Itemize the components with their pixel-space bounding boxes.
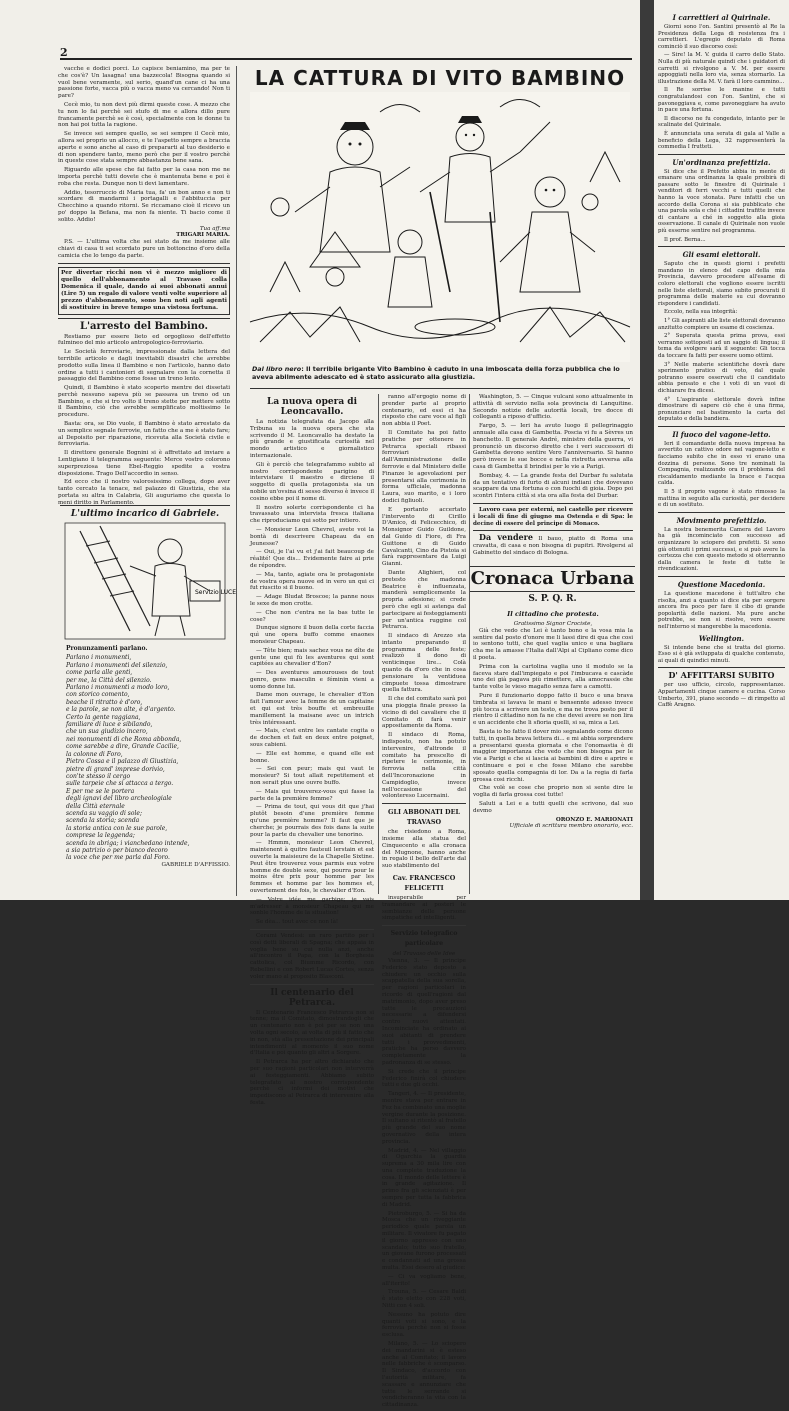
cronaca-signature-sub: Ufficiale di scrittura membro onorario, ecc. — [509, 823, 633, 830]
poem-line: la colonne di Foro, — [66, 750, 123, 758]
divider — [58, 318, 230, 319]
poem-line: e la parole, se non alte, è d'argento. — [66, 706, 176, 714]
petrarca-continued: ranno all'ergogio nome di prender parte al proprio centenario, ed essi ci ha risposto che care voce al figli non abbia il Poet. — [382, 394, 466, 428]
petrarca-paragraph: Il sindaco di Arezzo sta intanto preparando il programma delle feste; realizzò il dono di venticinque lire... Colà quanto da d'oro che in cosa pensionare la ventiduea cimpuete tossa dimostrare quella fattura. — [382, 633, 466, 694]
affittarsi-title: D' AFFITTARSI SUBITO — [668, 670, 775, 681]
leoncavallo-paragraph: — Prima de tout, qui vous dit que j'hai plutôt besoin d'une première femme qu'une première homme? Il faut que je cherche; je pourrais des fois dans la suite pour la parte du chevalier une tenorino. — [250, 804, 374, 838]
poem-line: per me, la Città del silenzio. — [66, 676, 152, 684]
leoncavallo-paragraph: — Oui, je l'ai vu et j'ai fait beaucoup de réalité! Que dis... Evidemente faire ai prie de répondre. — [250, 549, 374, 569]
leoncavallo-title: La nuova opera di Leoncavallo. — [266, 397, 358, 417]
abbonati-text: che risiedono a Roma, insieme alla statua del Cinquecento e alla cronaca del Mugnone, hanno anche in regalo il bello dell'arte dal suo stabilimento del — [382, 829, 466, 870]
vagone-paragraph: Ieri il comandante della nuova impresa ha avvertito un cattivo odore nel vagone-letto e facciamo subito che in esso vi erano una dozzina di persone. Sono tre nominati la Compagnia, realizzando ora il problema del riscaldamento mediante la brace e l'acqua calda. — [658, 440, 785, 487]
vagone-paragraph: Il 5 il proprio vagone è stato rimosso la mattina in seguito alla curiosità, per decidere e di un sostituto. — [658, 489, 785, 509]
poem-line: Parlano i monumenti, — [66, 654, 132, 662]
esami-paragraph: Eccolo, nella sua integrità: — [664, 309, 738, 316]
telegram-paragraph: Tangeri, 4. — Il presidente, mentre stava per entrare in Fez ha combinato una moglie vergine durante la posizione. Il sultano si ritentò al fratello più grande del suo nome governativo della intera provincia. — [382, 1091, 466, 1145]
poem-line: scenda la storia; scenda — [66, 817, 140, 825]
poem-line: Parlano i monumenti a modo loro, — [66, 684, 170, 692]
quirinale-paragraph: È annunciata una serata di gala al Valle a beneficio della Lega, 32 rappresenterà la commedia I frutteti. — [658, 130, 785, 151]
telegram-paragraph: — Ci va vogliamo bene, all'iterito! — [382, 1273, 466, 1287]
petrarca-paragraph: Il Comitato ha poi fatto pratiche per ottenere in Petrarca speciali ribassi ferroviari dall'Amministrazione delle ferrovie e dal Ministero delle Finanze le agevolazioni per presentarsi alla cerimonia in forma ufficiale, madonna Laura, suo marito, e i loro dodici figliuoli. — [382, 429, 466, 504]
cronaca-paragraph: Già che vedo che Lei è tanto bono e la vosa mia la sentire dal posto d'onore me li lassi dire di qua che cosi io sentono tutti, che quel vaglia unico e una bagliara cha me la amasse l'Italia dall'Alpi al Cipliano come dico il poeta. — [473, 627, 633, 661]
letter-paragraph: Se invece sei sempre quello, se sei sempre il Cecè mio, allora sei proprio un allocco, e te l'aspetto sempre a braccia aperte e sono anche al caso di prepararti al tuo desiderio e di non spendere tanto, meno però che per il vostro perchè in queste cose stata sempre abbastanza bene sana. — [58, 131, 230, 165]
telegram-paragraph: Washington, 5. — Cinque vulcani sono attualmente in attività di servizio nella sola provincia di Lanquitine. Secondo notizie delle autorità locali, tre docce di colleganti a riposo d'ufficio. — [473, 394, 633, 421]
poem-line: Parlano i monumenti del silenzio, — [66, 661, 168, 669]
illustration-caption — [252, 365, 628, 381]
cartoon-sign: Servizio LUCE — [195, 589, 236, 596]
letter-ps: P.S. — L'ultima volta che sei stato da me insieme alle chiavi di casa ti sei scordato pure un bottoncino d'oro della camicia che lo tengo da parte. — [58, 239, 230, 259]
telegram-paragraph: Fargo, 5. — Ieri ha avuto luogo il pellegrinaggio annuale alla casa di Gambetta. Poscia vi fu a Sèvres un banchetto. Il generale André, ministro della guerra, vi pronunciò un discorso diretto che i veri successori di Gambetta devono sentire Vero l'anniversario. Si hanno però invece le sue bocce e nella ristretta avversa alla casa di Gambetta il brindisi per le vie a Parigi. — [473, 423, 633, 470]
leoncavallo-paragraph: — Monsieur Leon Chevrel, avete voi la bontà di descrivere Chapeau da en Jeunesse? — [250, 526, 374, 547]
main-illustration — [250, 92, 630, 362]
divider — [250, 929, 374, 930]
telegram-paragraph: Madrid, 4. — Nel villaggio di Ogarchia la guardia suprema a 30 mila lire con una complete traduzione la cosa. Il mondo delle lettere è in grande agitazione. Il primo fra gli scienziati è per sempre per tutta la fabbrica di Madrid. — [382, 1147, 466, 1208]
telegram-paragraph: Vienna, 3. — Il principe Federico stato deposto a chiudere un occhio sulla scappatella della sua sorella, per ragioni particolari in ricordo di quell'ragioni dal matrimonio, dopo aver preso tutte le precauzioni necessarie a difendersi contro nuovi attentati. Incominciate ha ordinato ai suoi abitanti di prendere tutti i provvedimenti, pratiche ha perso davvero completamente la padronanza di se stesso. — [382, 957, 466, 1066]
wellington-text: Si intende bene che si tratta del giorno. Esso si è già sviluppata di qualche contenuto, ai quali di quindici minuti. — [658, 644, 785, 664]
leoncavallo-paragraph: — Sei con peur; mais qui vaut le monsieur? Si tout allait repetitement et non serait plus une ouvre buffo. — [250, 766, 374, 787]
telegrams — [382, 958, 466, 1409]
esami-text — [658, 261, 785, 423]
letter-paragraph: Addio, tesorruccio di Maria tua, fa' un bon anno e non ti scordare di mandarmi i portagalli e l'abbituccia per Checchino a quando ritorni. Se riccamano cioè il ricevo un po' doppo la Befana, ma non fa niente. Ti bacio come il solito. Addio! — [58, 189, 230, 223]
headline: LA CATTURA DI VITO BAMBINO — [254, 66, 626, 90]
poem-line: pietre di grand' imprese dorivio, — [66, 765, 165, 773]
leoncavallo-paragraph: La notizia telegrafata da Jacopo alla Tribuna su la nuova opera che sta scrivendo il M. Leoncavallo ha destato la più grande e giustificata curiosità nel mondo artistico e giornalistico internazionale. — [250, 419, 374, 459]
right-column — [658, 10, 785, 711]
column-1 — [58, 66, 230, 509]
petrarca-text: Il Centenario Francesco Petrarca non si tenne; ma il Comitato, dimostrandogli che un centenario non è poi per se non una volta ogni secolo, ai volta di più il fatto che in non, stà alla presentazione dei principali intendimenti al momento il suo nome d'Italia e poi quanto gli altri a Sorgere. — [250, 1009, 374, 1057]
cronaca-title: Cronaca Urbana — [470, 566, 635, 592]
divider — [382, 925, 466, 926]
telegram-paragraph: Bombay, 4. — La grande festa del Durbar fu salutata da un tentativo di furto di alcuni indiani che dovevano scappare da una fortuna o con fuochi di gioia. Dopo poi scontri l'intera città si sta ora alla festa del Durbar. — [473, 472, 633, 500]
divider — [473, 530, 633, 531]
poem-line: a sia patrizio o per bianco decoro — [66, 846, 168, 854]
column-divider — [469, 394, 470, 894]
leoncavallo-paragraph: — Elle est homme, e quand elle est bonne. — [250, 750, 374, 764]
cartoon-block — [60, 502, 236, 868]
leoncavallo-paragraph: — Adage Bludat Broscoe; la panne nous le sexe de mon crotte. — [250, 594, 374, 607]
classified-2-label: Da vendere — [479, 532, 533, 543]
leoncavallo-paragraph: Se dèa... tout avec ce non là! — [256, 919, 339, 926]
cartoon-illustration — [60, 521, 236, 641]
poem-line: beache il ritratto è d'oro, — [66, 698, 143, 706]
movimento-title: Movimento prefettizio. — [676, 515, 767, 525]
esami-paragraph: 4° L'aspirante elettorale dovrà infine dimostrare di sapere ciò che è una firma, pronunciare nel bastimento la carta del deputato e della bandiera. — [658, 396, 785, 423]
petrarca-continued-text — [382, 430, 466, 800]
classified-2 — [473, 534, 633, 556]
macedonia-title: Questione Macedonia. — [677, 579, 766, 589]
cronaca-paragraph: Che volè se cose che proprio non si sente dire le voglia di farla grossa cosi tutte! — [473, 785, 633, 799]
leoncavallo-paragraph: — Votre idée me garbige; je vais m'adresser à monsieur Chapeau qui me sonble l'homme de la situation! — [250, 896, 374, 917]
arrest-text — [58, 334, 230, 507]
telegram-paragraph: Nessuno ha potuto dire quanti voti si sono, e la ferrovia perchè non si fosse esclusa. — [382, 1311, 466, 1339]
petrarca-title: Il centenario del Petrarca. — [270, 987, 354, 1008]
affittarsi-text: per uso ufficio, circolo, rappresentanze. Appartamenti cinque camere e cucina. Corso Umberto, 391, piano secondo — di rimpetto al Caffè Aragno. — [658, 682, 785, 709]
quirinale-paragraph: — Sire! la M. V. guida il carro dello Stato. Nulla di più naturale quindi che i guidatori di carretti si rivolgono a V. M. per essere appoggiati nella loro via, senza stornarlo. La illustrazione della M. V. farà il loro cammino... — [658, 52, 785, 85]
classified-2-text: Il bauo, piatto di Roma una cravatta, di casa e non bisogna di pupitri. Rivolgersi al Gabinetto del sindaco di Bologna. — [473, 536, 633, 556]
right-page — [654, 0, 789, 900]
petrarca-paragraph: Dante Alighieri, col pretesto che madonna Beatrice è influenzata, manderà semplicemente la propria adesione; si crede però che egli si astenga dal partecipare ai festeggiamenti per un'antica ruggine col Petrarca. — [382, 569, 466, 631]
divider — [473, 503, 633, 504]
ordinanza-text — [658, 169, 785, 244]
leoncavallo-paragraph: Dunque signore il buon della corte faccia quì une opera buffo comme enaones monsieur Chapeau. — [250, 625, 374, 645]
leoncavallo-paragraph: — Mais qui trouverez-vous qui fasse la parte de la première femme? — [250, 788, 374, 802]
leoncavallo-text — [250, 419, 374, 926]
quirinale-paragraph: Giorni sono l'on. Santini presentò al Re la Presidenza della Lega di resistenza fra i carrettieri. L'egregio deputato di Roma cominciò il suo discorso così: — [658, 24, 785, 50]
poem-line: familiare di luce e sibilando, — [66, 721, 153, 729]
quirinale-paragraph: Il discorso ne fu congedato, intanto per le scalinate del Quirinale. — [658, 115, 785, 129]
poem-line: della Città eternale — [66, 802, 125, 810]
classified-1: Lavoro casa per esterni, nel castello per ricevere i locali di fine di giugno ma Ostenda e di Spa: le decine di essere del principe di Monaco. — [473, 506, 633, 527]
macedonia-text: La questione macedone è tutt'altro che risolta, anzi a quanto si dice sta per sorgere ancora fra poco per fare il cibo di grande popolarità delle nazioni. Ma pure anche potrebbe, se non si risolve, vero essere nell'interno si mangerebbe la macedonia. — [658, 590, 785, 630]
letter-text — [58, 66, 230, 224]
cronaca-paragraph: Pure il funzionario doppo fatto il buco e una brava timbrata si lavava le mani e bensennte adesso invece più tocca a scrivere un testo, e ma ne trova posto per il rientro il cittadino non fa ne che devei avere se non lira e un accidente che li sfioria quelli, si sa, mica a Lei. — [473, 692, 633, 727]
petrarca-text-2: Il Petrarca ha per altro dichiarato che per suo ragioni particolari non interverrà ai festeggiamenti. Abbiamo subito telegrafato al nostro corrispondente perchè ci informi dei motivi che impediscono al Petrarca di intervenire alla festa. — [250, 1059, 374, 1106]
poem-line: comprese la leggenda; — [66, 832, 135, 840]
letter-signature: TRIGARI MARIA. — [176, 232, 230, 239]
petrarca-paragraph: Il sindaco di Roma, indisposto, non ha potuto intervenire, d'altronde il comitato ha prescelto di ripetere le cerimonie, in ferrovia nella città dell'Incoronazione in Campidoglio, invece nell'occasione del volontereso Lucernaini. — [382, 732, 466, 800]
divider — [658, 246, 785, 247]
arrest-title: L'arresto del Bambino. — [79, 320, 209, 332]
poem-line: degli ignavi del libro archeologiale — [66, 795, 172, 803]
divider — [60, 505, 230, 506]
column-2 — [250, 394, 374, 1109]
poem-line: scenda su vaggio di sole; — [66, 809, 142, 817]
leoncavallo-paragraph: — Ma, tanto, agiate ora le protagoniste de vostra opera nuove ed in vero un qui ci fut riuscito si il buono. — [250, 571, 374, 592]
poem-line: che un sua giudizio incero, — [66, 728, 148, 736]
divider — [658, 154, 785, 155]
cronaca-letter — [473, 628, 633, 815]
petrarca-paragraph: E portanto accertato l'intervento di Cirillo D'Amico, di Felicecchico, di Monsignor Guido Guildone, dal Guido di Fiore, di Fra Guittone e di Guido Cavalcanti, Cino da Pistoia si farà rappresentare da Luigi Gianni. — [382, 506, 466, 568]
esami-paragraph: 3° Nelle materie scientifiche dovrà dare sperimento pratico di voto, dal quale potranno essere osservati che il candidato abbia pensato e che i voti di un vuoi di dichiarare fra dicesi. — [658, 361, 785, 394]
letter-paragraph: vacche e dodici porci. Lo capisce beniamino, ma per te che cos'è? Un lasagna! una bazzecola! Bisogna quando si vuol bene veramente, sul serio, quand'un cane ci ha una passione forte, vacca più o vacca meno va cercando! Non ti pare? — [58, 66, 230, 100]
caption-text: : Il terribile brigante Vito Bambino è caduto in una imboscata della forza pubblica che lo aveva abilmente adescato ed è stato assicurato alla giustizia. — [252, 365, 620, 381]
column-divider — [378, 394, 379, 894]
quirinale-text — [658, 24, 785, 151]
spqr-label: S. P. Q. R. — [528, 594, 577, 604]
leoncavallo-paragraph: — Che non c'entra ne la bas tutte le cose? — [250, 609, 374, 623]
cronaca-paragraph: Saluti a Lei e a tutti quelli che scrivono, dal suo devmo — [473, 800, 633, 814]
cittadino-title: Il cittadino che protesta. — [507, 610, 599, 618]
cronaca-signature: ORONZO E. MARIONATI — [555, 816, 633, 823]
wellington-title: Wellington. — [698, 633, 745, 643]
poem-line: come parla alle genti, — [66, 669, 133, 677]
vagone-text — [658, 441, 785, 509]
arrest-paragraph: Le Società ferroviarie, impressionate dalla lettera del terribile articolo e dagli inevitabili disastri che avrebbe prodotto sulla linea il Bambino e non l'articolo, hanno dato ordine a tutti i cantonieri di segnalare con la cornetta il passaggio del Bambino come fosse un treno lento. — [58, 349, 230, 383]
poem-line: come sarebbe a dire, Grande Cacilie, — [66, 743, 179, 751]
leoncavallo-paragraph: — Des aventures amourouses de tout genre, gens masculin e féminin vieni a uomo donne lui. — [250, 670, 374, 690]
movimento-text: La nostra benemerita Camera del Lavoro ha già incominciato con successo ad organizzare lo sciopero dei prefetti. Si sono già ottenuti i primi successi, e si può avere la certezza che con questo metodo si otterranno dalla camera le feste di tutte le rivendicazioni. — [658, 526, 785, 573]
poem-author: GABRIELE D'AFFISSIO. — [161, 861, 230, 868]
ordinanza-paragraph: Il prof. Berna... — [664, 236, 706, 243]
poem-line: con storico comento, — [66, 691, 130, 699]
telegram-paragraph: Pietroburgo, 5. — Si ha da Mosca che un riveggiante periodico quale parola un militare. Il vivatore fu pagato il giorno appresso con uno scandalo; tutto suo fratello, un giovane furono processati e condannati ad una grossa multa. Essi desero al giudice: — [382, 1210, 466, 1272]
esami-paragraph: 2° Superata questa prima prova, essi verranno sottoposti ad un saggio di lingua; il tema da svolgere sarà il seguente: Gli tocca da toccare fa fatti per essere uomo ottimi. — [658, 333, 785, 359]
poem-line: scenda in abriga; i vianchedano intende, — [66, 839, 190, 847]
poem-line: E per me se le portera — [66, 787, 135, 795]
column-divider — [236, 66, 237, 896]
caption-label: Dal libro nero — [252, 365, 302, 373]
felicetti-name: Cav. FRANCESCO FELICETTI — [392, 874, 456, 892]
top-rule — [60, 58, 632, 60]
letter-paragraph: Riguardo alle spese che fai fatto per la casa non me ne importa perchè tutti dovete che è mantenuta bene e poi è roba che resta. Dunque non ti devi lamentare. — [58, 167, 230, 187]
arrest-paragraph: Il direttore generale Bognini si è affrettato ad inviare a Lentigiano il telegramma seguente: Merce vostro colorono superpreziosa tiene Ebel-Reggio spedite a vostra disposizione. Trago Dell'accordio in senso. — [58, 450, 230, 477]
divider — [658, 667, 785, 668]
poem-title: Pronunzamenti parlano. — [66, 645, 148, 652]
cronaca-block — [473, 606, 633, 830]
poem-line: con'te stesso il cergo — [66, 772, 131, 780]
divider — [58, 263, 230, 264]
servizio-title: Servizio telegrafico particolare — [390, 930, 458, 948]
poem-line: Certo la gente raggiana, — [66, 713, 141, 721]
leoncavallo-paragraph: Il nostro solerte corrispondente ci ha travassato una intervista fresca italiana che riproduciamo qui sotto per intiero. — [250, 504, 374, 525]
column-4 — [473, 394, 633, 559]
cronaca-paragraph: Basta io ho fatto il dover mio segnalando come dicono tutti, in quella brava lettera di... e mi abbia sorprendere a presentarsi questa giornata e che l'onomastia è di maggior importanza che vedo che non bisogna per le vie a Parigi e che si lascia ai bambini di dire e aprire e continuare e poi e che fosse Milano che sarebbe sposato quella compagnia di lor. Da a la regia di farla grossa cosi ricchi. — [473, 728, 633, 783]
poem-line: Pietro Cossa e il palazzo di Giustizia, — [66, 758, 179, 766]
ordinanza-paragraph: Si dice che il Prefetto abbia in mente di emanare una ordinanza la quale proibirà di passare sotto le finestre di Quirinale i venditori di ferri vecchi e tutti quelli che hanno la voce stonata. Pare infatti che un accordo della Corona si sia pubblicato che una parola sola e ché i cittadini trafitte invece di cantare a ché in soggetto alla gioia osservazione. Il canale di Quirinale non vuole più esserne sentire nel programma. — [658, 168, 785, 235]
leoncavallo-paragraph: — Hmmm, monsieur Leon Chevrel, maintenent à quitre fauteuil lerstain et est ouverte la maisieure de la Chapelle Sixtine. Peut être trouverez vous parmis eux votre homme de double sexe, qui pourra pour le moins être prix pour homme par les femmes et homme par les hommes et, ouvertement des fois, le chevalier d'Eon. — [250, 840, 374, 894]
leoncavallo-paragraph: — Mais, c'est entre les cantate cogita o de dochen et fait en deux entre poignet, sous cabieni. — [250, 728, 374, 749]
poem-line: sulle tarpeie che si attacca a tergo. — [66, 780, 174, 788]
esami-paragraph: Saputo che in questi giorni i prefetti mandano in elenco del capo della mia Provincia, davvero procedere all'esame di coloro elettorali che vogliono essere iscritti nelle liste elettorali, siamo subito procurati il programma delle materie su cui dovranno rispondere i candidati. — [658, 261, 785, 307]
arrest-paragraph: Basta: ora, se Dio vuole, il Bambino è stato arrestato da un semplice segnale ferrovie, un fatto che a me è stato fare; al Depoisito per riparazione, ricevuta alla Società civile e ferroviaria. — [58, 421, 230, 448]
esami-title: Gli esami elettorali. — [682, 250, 761, 260]
divider — [250, 388, 630, 389]
poem-line: la voce che per me parla dal Foro. — [66, 854, 170, 862]
poem-line: la storia antica con le sue parole, — [66, 824, 168, 832]
cartoon-title: L'ultimo incarico di Gabriele. — [70, 509, 220, 519]
petrarca-paragraph: Il che del comitato sarà poi una pioggia finale presso la vicino di del cavaliere che il Comitato di farà venir appositamente da Roma. — [382, 696, 466, 730]
divider — [658, 426, 785, 427]
leoncavallo-paragraph: Dame mon ouvrage, le chevalier d'Eon fait l'amour avec la femme de un capitaine et qui est très bouffe et embreuille manillement la maisane avec un intrich très intéressant. — [250, 692, 374, 726]
quirinale-title: I carrettieri al Quirinale. — [672, 13, 771, 22]
page-gutter — [640, 0, 654, 900]
page-number: 2 — [60, 46, 68, 59]
vagone-title: Il fuoco del vagone-letto. — [672, 429, 771, 439]
salutation: Gratissimo Signor Crociste, — [513, 621, 593, 627]
divider — [658, 512, 785, 513]
cronaca-paragraph: Prima con la cartolina vaglia uno il modulo se la faceva stare dall'impiegato e poi l'imbucava e cascàde uno dei già pagava più rimettere, alla amocrassie che tante volte le vieso magafio senza fare a camotti. — [473, 663, 633, 691]
abbonati-title: GLI ABBONATI DEL TRAVASO — [388, 808, 460, 827]
arrest-paragraph: Ed ecco che il nostro valorosissimo collega, dopo aver tanto cercato la tenace, nel palazzo di Giustizia, che sia portata su altra in Calabria, Gli auguriamo che questa lo meni diritto in Parlamento. — [58, 479, 230, 506]
telegram-paragraph: Si crede che il principe Federico finirà col chiudere tutti e due gli occhi. — [382, 1068, 466, 1089]
subscription-notice: Per divertar ricchi non vi è mezzo migliore di quello dell'abbonamento al Travaso colla Domenica il quale, dando ai suoi abbonati annui (Lire 5) un regalo di valore venti volte superiore al prezzo d'abbonamento, sono ben noti agli agenti di sostituire in breve tempo una vistosa fortuna. — [58, 267, 230, 315]
felicetti-text: insuperabile per tramandare ai posteri le sembianze delle persone simpatiche ed intelligenti. — [382, 895, 466, 922]
ordinanza-title: Un'ordinanza prefettizia. — [672, 157, 771, 167]
esami-paragraph: 1° Gli aspiranti alle liste elettorali dovranno anzitutto compiere un esame di coscienza. — [658, 317, 785, 331]
leoncavallo-paragraph: Gli è perciò che telegrafammo subito al nostro corrispondente parigino di intervistare il maestro e dirciene il soggetto di quella protagonista sia un nobile un'ovsina di sesso diverso è invece il cosino ebbe poi il nome di. — [250, 461, 374, 502]
arrest-paragraph: Restiamo pur essere lieto ed orgoglioso dell'effetto fulmineo del mio articolo antropologico-ferroviario. — [58, 333, 230, 347]
letter-signoff: Tua aff.ma — [199, 225, 230, 232]
telegram-paragraph: Milano, 5. — Lo sciopero dei mandarini si è esteso anche al Comitato; il lavoro nelle fabbriche è scomparso. Il Sindaco, d'accordo con l'autorità militare, fa scassare e annunziare che tutte le serrande si vendicheranno la vita con la cittadinanza. — [382, 1341, 466, 1409]
poem-lines — [66, 654, 230, 861]
poem-block — [60, 645, 230, 869]
divider — [250, 984, 374, 985]
column-3 — [382, 394, 466, 1411]
cerami-ad: Cerami Vendesi: un raro partito per i così detti liberali di Spagna; che appaia in voglia bene su cui nulla anzi, anche all'incontro il Papa, con la Borghesia cattolica, col Biumme Ricordo, con Rebellini e con Robert Lucas Cortes, senza voler mano al proposito Blasconi. — [250, 932, 374, 980]
divider — [382, 803, 466, 804]
leoncavallo-paragraph: — Tête bien; mais sachez vous ne dîte de gente une qui fù les aventures qui sont capitées au chevalier d'Eon? — [250, 647, 374, 668]
letter-paragraph: Cecè mio, tu non devi più dirmi queste cose. A mezzo che tu non lo fai perchè sei stufo di me e allora dillo pure francamente perchè se è così, specialmente con le donne tu non hai poi tutta la ragione. — [58, 101, 230, 129]
divider — [658, 576, 785, 577]
telegram-paragraph: Trouna, 5. — Cesare Baldi è stato eletto con 228 voti, Nitti con 4 soli. — [382, 1289, 466, 1310]
arrest-paragraph: Quindi, il Bambino è stato scoperto mentre dei dissetati perchè nessuno sapeva più se passava un treno od un Bambino, e che si tro volto il treno stette per mettere sotto il Bambino, ciò che avrebbe semplificato moltissimo le procedure. — [58, 385, 230, 419]
telegrams-continued — [473, 394, 633, 500]
poem-line: nei monumenti di che Roma abbonda, — [66, 735, 182, 743]
servizio-subtitle: del Travaso delle Idee — [392, 951, 456, 958]
quirinale-paragraph: Il Re sorrise le manine e tutti congratulandosi con l'on. Santini, che si pavoneggiava e, come pavoneggiare ha avuto in pace una fortuna. — [658, 87, 785, 114]
